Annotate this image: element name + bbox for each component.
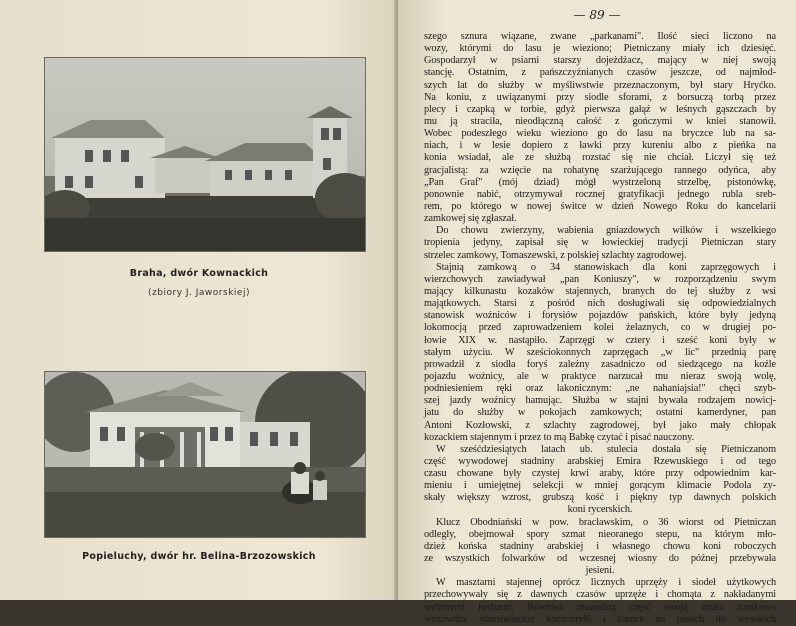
text-line: odległy, obejmował spory szmat nieoranego stepu, na którym mło- (424, 528, 776, 540)
text-line: stanowisk woźniców i forysiów pojazdów pańskich, które były jedyną (424, 310, 776, 322)
photo-caption-popieluchy: Popieluchy, dwór hr. Belina-Brzozowskich (82, 551, 316, 562)
photo-popieluchy-manor (44, 371, 366, 538)
text-line: jatu do służby w pokojach zamkowych; ostatni kamerdyner, pan (424, 407, 776, 419)
text-line: kozackiem stajennym i przez to mą Babkę czytać i pisać nauczony. (424, 431, 694, 443)
text-line: zamkowej się zgłaszał. (424, 213, 517, 225)
text-line: ponownie nabić, otrzymywał rocznej gratyfikacji jednego rubla sreb- (424, 188, 776, 200)
text-line: czasu chowane były czystej krwi araby, które przy odpowiednim kar- (424, 468, 776, 480)
text-line: mający kilkunastu kozaków stajennych, branych do tej służby z wsi (424, 285, 776, 297)
text-line: stancję. Ostatnim, z pańszczyźnianych czasów jeszcze, od najmłod- (424, 67, 776, 79)
text-line: tropienia jedyny, zapisał się w łowieckiej tradycji Pietniczan stary (424, 237, 776, 249)
photo-caption-braha: Braha, dwór Kownackich (129, 268, 269, 279)
text-line: Do chowu zwierzyny, wabienia gniazdowych wilków i wszelkiego (436, 225, 776, 237)
text-line: wierzchowych zawiadywał „pan Koniuszy", w rozporządzeniu swym (424, 273, 776, 285)
text-line: Wobec podeszłego wieku wieziono go do lasu na bryczce lub na sa- (424, 128, 776, 140)
text-line: szego sznura wiązane, zwane „parkanami". Ilość sieci liczono na (424, 31, 776, 42)
text-line: część wywodowej stadniny arabskiej Emira Rzewuskiego i od tego (424, 455, 776, 467)
text-line: plecy i czapką w torbie, gdyż pierwsza gałąź w leśnych gąszczach by (424, 103, 776, 115)
text-line: W masztarni stajennej oprócz licznych uprzęży i siodeł użytkowych (436, 577, 776, 589)
text-line: jesieni. (585, 565, 615, 577)
text-line: stałym użyciu. W sześciokonnych zaprzęgach „w lic" przednią parę (424, 346, 776, 358)
text-line: koni rycerskich. (567, 504, 633, 516)
photo-braha-manor (44, 57, 366, 252)
text-line: dzież końska stadniny arabskiej i własnego chowu koni roboczych (424, 540, 776, 552)
text-line: niach, i w lesie dopiero z ławki przy kureniu albo z pieńka na (424, 140, 776, 152)
text-line: lokomocją przed zaprowadzeniem kolei żelaznych, co w drugiej po- (424, 322, 776, 334)
left-page (0, 0, 398, 600)
text-line: gracjalistą: za wzięcie na rohatynę szarżującego rannego odyńca, aby (424, 164, 776, 176)
text-line: Gospodarzył w psiarni starszy dojeżdżacz, mający w niej swoją (424, 55, 776, 67)
text-line: łowie XIX w. nastąpiło. Zaprzęgi w cztery i sześć koni były w (424, 334, 776, 346)
text-line: mieniu i umiejętnej selekcji w mniej gorącym klimacie Podola zy- (424, 480, 776, 492)
page-number: — 89 — (573, 8, 621, 22)
text-line: W sześćdziesiątych latach ub. stulecia dostała się Pietniczanom (436, 443, 776, 455)
text-line: podniesieniem ręki oraz lakonicznym: „ne nahaniajsia!" chęci szyb- (424, 383, 776, 395)
text-line: majątkowych. Starsi z pośród nich dosługiwali się odpowiedzialnych (424, 298, 776, 310)
text-line: konia wsiadał, ale ze służbą rozstać się nie chciał. Liczył się też (424, 152, 776, 164)
text-line: Stajnią zamkową o 34 stanowiskach dla koni zaprzęgowych i (436, 261, 776, 273)
text-line: szych lat do służby w myśliwstwie przeznaczonym, był stary Hryćko. (424, 79, 776, 91)
text-line: pojazdu woźnicy, ale w praktyce narzucał mu nieraz swoją wolę, (424, 370, 776, 382)
text-line: srebrnymi herbami. Również muzealną część swoją miała zamkowa (424, 601, 776, 613)
text-line: prowadził z siodła foryś zależny zasadniczo od siedzącego na koźle (424, 358, 776, 370)
text-line: Antoni Kozłowski, z szlachty zagrodowej, był jako mały chłopak (424, 419, 776, 431)
text-line: przechowywały się z dawnych czasów uprzęże i chomąta z nakładanymi (424, 589, 776, 601)
text-line: wozownia: staroświeckie koczobryki i karoce na pasach do wysokich (424, 613, 776, 625)
text-line: strzelec zamkowy, Tomaszewski, z polskiej szlachty zagrodowej. (424, 249, 687, 261)
text-line: „Pan Graf" (mój dziad) mógł wystrzeloną strzelbę, pistonówkę, (424, 176, 776, 188)
text-line: mu ją straciła, nieodłączną całość z gończymi w knieі stanowił. (424, 115, 776, 127)
text-line: skały większy wzrost, grubszą kość i piękny typ dawnych polskich (424, 492, 776, 504)
text-line: rem, po którego w nowej świtce w dzień Nowego Roku do kancelarii (424, 200, 776, 212)
text-line: ze wszystkich folwarków od wczesnej wiosny do późnej przebywała (424, 553, 776, 565)
photo-credit: (zbiory J. Jaworskiej) (148, 288, 250, 298)
body-text (424, 31, 776, 626)
text-line: wozy, którymi do lasu je wieziono; Pietniczany miały ich dziesięć. (424, 43, 776, 55)
text-line: szej jazdy woźnicy hamując. Służba w stajni bywała rodzajem nowicj- (424, 395, 776, 407)
text-line: Na koniu, z uwiązanymi przy siodle sforami, z borsuczą torbą przez (424, 91, 776, 103)
text-line: Klucz Obodniański w pow. bracławskim, o 36 wiorst od Pietniczan (436, 516, 776, 528)
